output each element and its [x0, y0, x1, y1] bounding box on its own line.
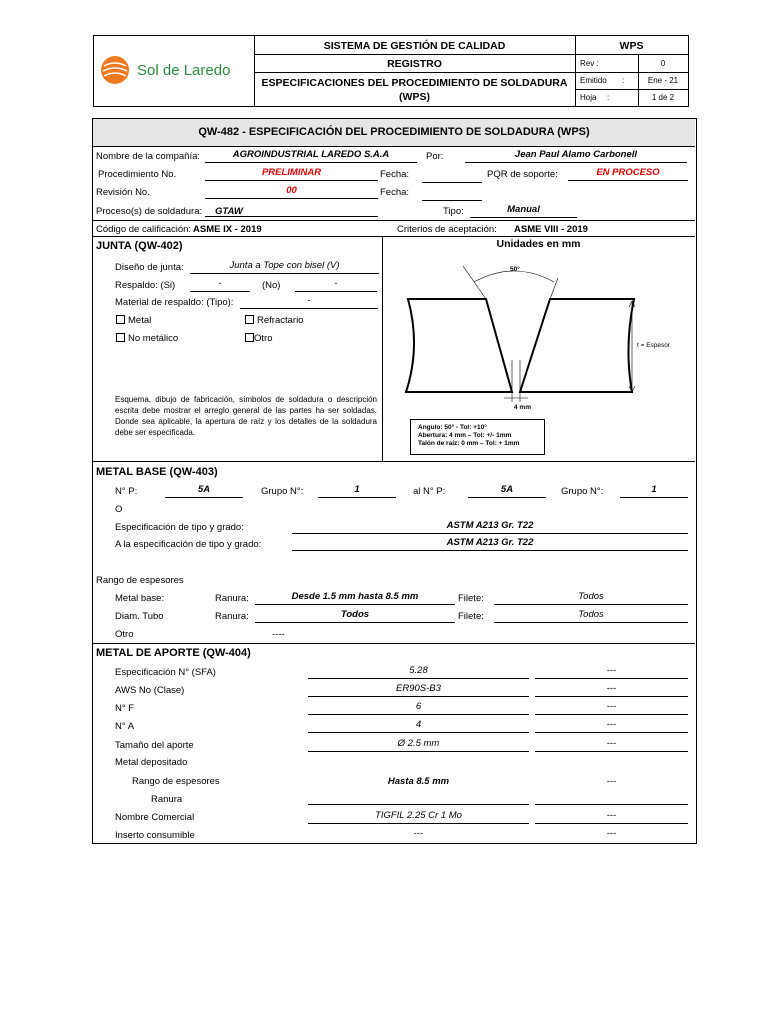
fecha-field	[422, 167, 482, 183]
design-value: Junta a Tope con bisel (V)	[190, 260, 379, 274]
hoja-label: Hoja	[580, 93, 597, 102]
other-label: Otro	[115, 629, 134, 640]
no-metalico-option-label: No metálico	[128, 333, 179, 344]
revision-label: Revisión No.	[96, 187, 150, 198]
joint-section-title: JUNTA (QW-402)	[96, 240, 183, 252]
emitido-colon: :	[622, 76, 625, 85]
main-title: QW-482 - ESPECIFICACIÓN DEL PROCEDIMIENTO DE SOLDADURA (WPS)	[198, 126, 590, 138]
commercial-name-value2: ---	[535, 810, 688, 824]
deposit-label: Metal depositado	[115, 757, 188, 768]
filler-metal-section-title: METAL DE APORTE (QW-404)	[96, 647, 251, 659]
other-value: ----	[272, 629, 285, 640]
rev-label: Rev :	[580, 59, 599, 68]
units-label: Unidades en mm	[496, 238, 581, 250]
filler-row-value2: ---	[535, 738, 688, 752]
system-title: SISTEMA DE GESTIÓN DE CALIDAD	[323, 40, 506, 52]
otro-checkbox[interactable]	[245, 333, 254, 342]
metal-checkbox[interactable]	[116, 315, 125, 324]
insert-label: Inserto consumible	[115, 830, 195, 841]
filler-row-value: 6	[308, 701, 529, 715]
process-value: GTAW	[215, 206, 243, 217]
pqr-label: PQR de soporte:	[487, 169, 558, 180]
filler-row-value2: ---	[535, 701, 688, 715]
code-label: Código de calificación:	[96, 224, 192, 235]
criteria-label: Criterios de aceptación:	[397, 224, 497, 235]
filler-row-label: N° A	[115, 721, 135, 732]
material-value: -	[240, 295, 378, 309]
respaldo-si-label: Respaldo: (Si)	[115, 280, 176, 291]
spec-value: ASTM A213 Gr. T22	[292, 520, 688, 534]
registro-title: REGISTRO	[387, 58, 442, 70]
filler-row-value: Ø 2.5 mm	[308, 738, 529, 752]
to-spec-label: A la especificación de tipo y grado:	[115, 539, 262, 550]
sun-logo-icon	[100, 55, 130, 85]
otro-option-label: Otro	[254, 333, 273, 344]
spec-title-wps: (WPS)	[399, 91, 430, 103]
refractario-option-label: Refractario	[257, 315, 304, 326]
respaldo-si-value: -	[190, 278, 250, 292]
filler-row-label: N° F	[115, 703, 135, 714]
doc-code: WPS	[619, 40, 644, 52]
group-value: 1	[318, 484, 396, 498]
joint-sketch	[386, 252, 692, 422]
por-value: Jean Paul Alamo Carbonell	[465, 149, 687, 163]
ranura2-value: Todos	[255, 609, 455, 623]
hoja-value: 1 de 2	[651, 93, 675, 102]
document-header	[93, 35, 689, 107]
emitido-value: Ene - 21	[647, 76, 679, 85]
to-spec-value: ASTM A213 Gr. T22	[292, 537, 688, 551]
company-label: Nombre de la compañía:	[96, 151, 201, 162]
filete-value: Todos	[494, 591, 688, 605]
angle-label: 50°	[510, 266, 520, 273]
thickness-label: t = Espesor	[637, 342, 671, 349]
insert-value: ---	[413, 828, 424, 839]
to-p-number-value: 5A	[468, 484, 546, 498]
legend-root: Talón de raíz: 0 mm – Tol: + 1mm	[418, 440, 520, 447]
no-metalico-checkbox[interactable]	[116, 333, 125, 342]
gap-label: 4 mm	[514, 404, 531, 411]
tipo-label: Tipo:	[443, 206, 464, 217]
respaldo-no-label: (No)	[262, 280, 281, 291]
group2-label: Grupo N°:	[561, 486, 604, 497]
insert-value2: ---	[606, 828, 617, 839]
joint-note: Esquema, dibujo de fabricación, símbolos de soldadura o descripción escrita debe mostrar el arreglo general de las partes ha ser soldadas. Donde sea aplicable, la apertura de raíz y los detalles de la soldadura debe ser especificada.	[115, 395, 377, 437]
hoja-colon: :	[607, 93, 610, 102]
to-p-number-label: al N° P:	[413, 486, 446, 497]
procedure-label: Procedimiento No.	[98, 169, 177, 180]
filler-row-value: 4	[308, 719, 529, 733]
emitido-label: Emitido	[580, 76, 607, 85]
pqr-value: EN PROCESO	[568, 167, 688, 181]
process-label: Proceso(s) de soldadura:	[96, 206, 203, 217]
por-label: Por:	[426, 151, 444, 162]
or-label: O	[115, 504, 123, 515]
spec-title: ESPECIFICACIONES DEL PROCEDIMIENTO DE SOLDADURA	[261, 77, 568, 89]
deposit-range-label: Rango de espesores	[132, 776, 220, 787]
logo-text: Sol de Laredo	[137, 62, 231, 79]
company-value: AGROINDUSTRIAL LAREDO S.A.A	[205, 149, 417, 163]
p-number-label: N° P:	[115, 486, 138, 497]
filler-row-label: Especificación N° (SFA)	[115, 667, 216, 678]
design-label: Diseño de junta:	[115, 262, 184, 273]
procedure-value: PRELIMINAR	[205, 167, 378, 181]
diam-tube-label: Diam. Tubo	[115, 611, 164, 622]
tipo-value: Manual	[470, 204, 577, 218]
filete2-value: Todos	[494, 609, 688, 623]
filete2-label: Filete:	[458, 611, 484, 622]
metal-option-label: Metal	[128, 315, 152, 326]
metal-base-label: Metal base:	[115, 593, 165, 604]
filler-row-value2: ---	[535, 683, 688, 697]
deposit-ranura-label: Ranura	[151, 794, 183, 805]
group-label: Grupo N°:	[261, 486, 304, 497]
commercial-name-label: Nombre Comercial	[115, 812, 195, 823]
filler-row-label: Tamaño del aporte	[115, 740, 194, 751]
group2-value: 1	[620, 484, 688, 498]
company-logo	[94, 36, 255, 106]
fecha2-label: Fecha:	[380, 187, 410, 198]
fecha-label: Fecha:	[380, 169, 410, 180]
thickness-range-label: Rango de espesores	[96, 575, 184, 586]
refractario-checkbox[interactable]	[245, 315, 254, 324]
filler-row-value2: ---	[535, 665, 688, 679]
revision-value: 00	[205, 185, 378, 199]
ranura-value: Desde 1.5 mm hasta 8.5 mm	[255, 591, 455, 605]
fecha2-field	[422, 185, 482, 201]
legend-angle: Angulo: 50° - Tol: +10°	[418, 424, 487, 431]
spec-label: Especificación de tipo y grado:	[115, 522, 244, 533]
filler-row-value: 5.28	[308, 665, 529, 679]
rev-value: 0	[660, 59, 666, 68]
p-number-value: 5A	[165, 484, 243, 498]
ranura2-label: Ranura:	[215, 611, 249, 622]
ranura-label: Ranura:	[215, 593, 249, 604]
base-metal-section-title: METAL BASE (QW-403)	[96, 466, 218, 478]
deposit-range-value: Hasta 8.5 mm	[387, 776, 450, 787]
filler-row-value2: ---	[535, 719, 688, 733]
criteria-value: ASME VIII - 2019	[514, 224, 588, 235]
code-value: ASME IX - 2019	[193, 224, 262, 235]
commercial-name-value: TIGFIL 2.25 Cr 1 Mo	[308, 810, 529, 824]
filete-label: Filete:	[458, 593, 484, 604]
filler-row-value: ER90S-B3	[308, 683, 529, 697]
deposit-range-value2: ---	[606, 776, 617, 787]
respaldo-no-value: -	[295, 278, 377, 292]
legend-opening: Abertura: 4 mm – Tol: +/- 1mm	[418, 432, 512, 439]
filler-row-label: AWS No (Clase)	[115, 685, 185, 696]
material-label: Material de respaldo: (Tipo):	[115, 297, 234, 308]
